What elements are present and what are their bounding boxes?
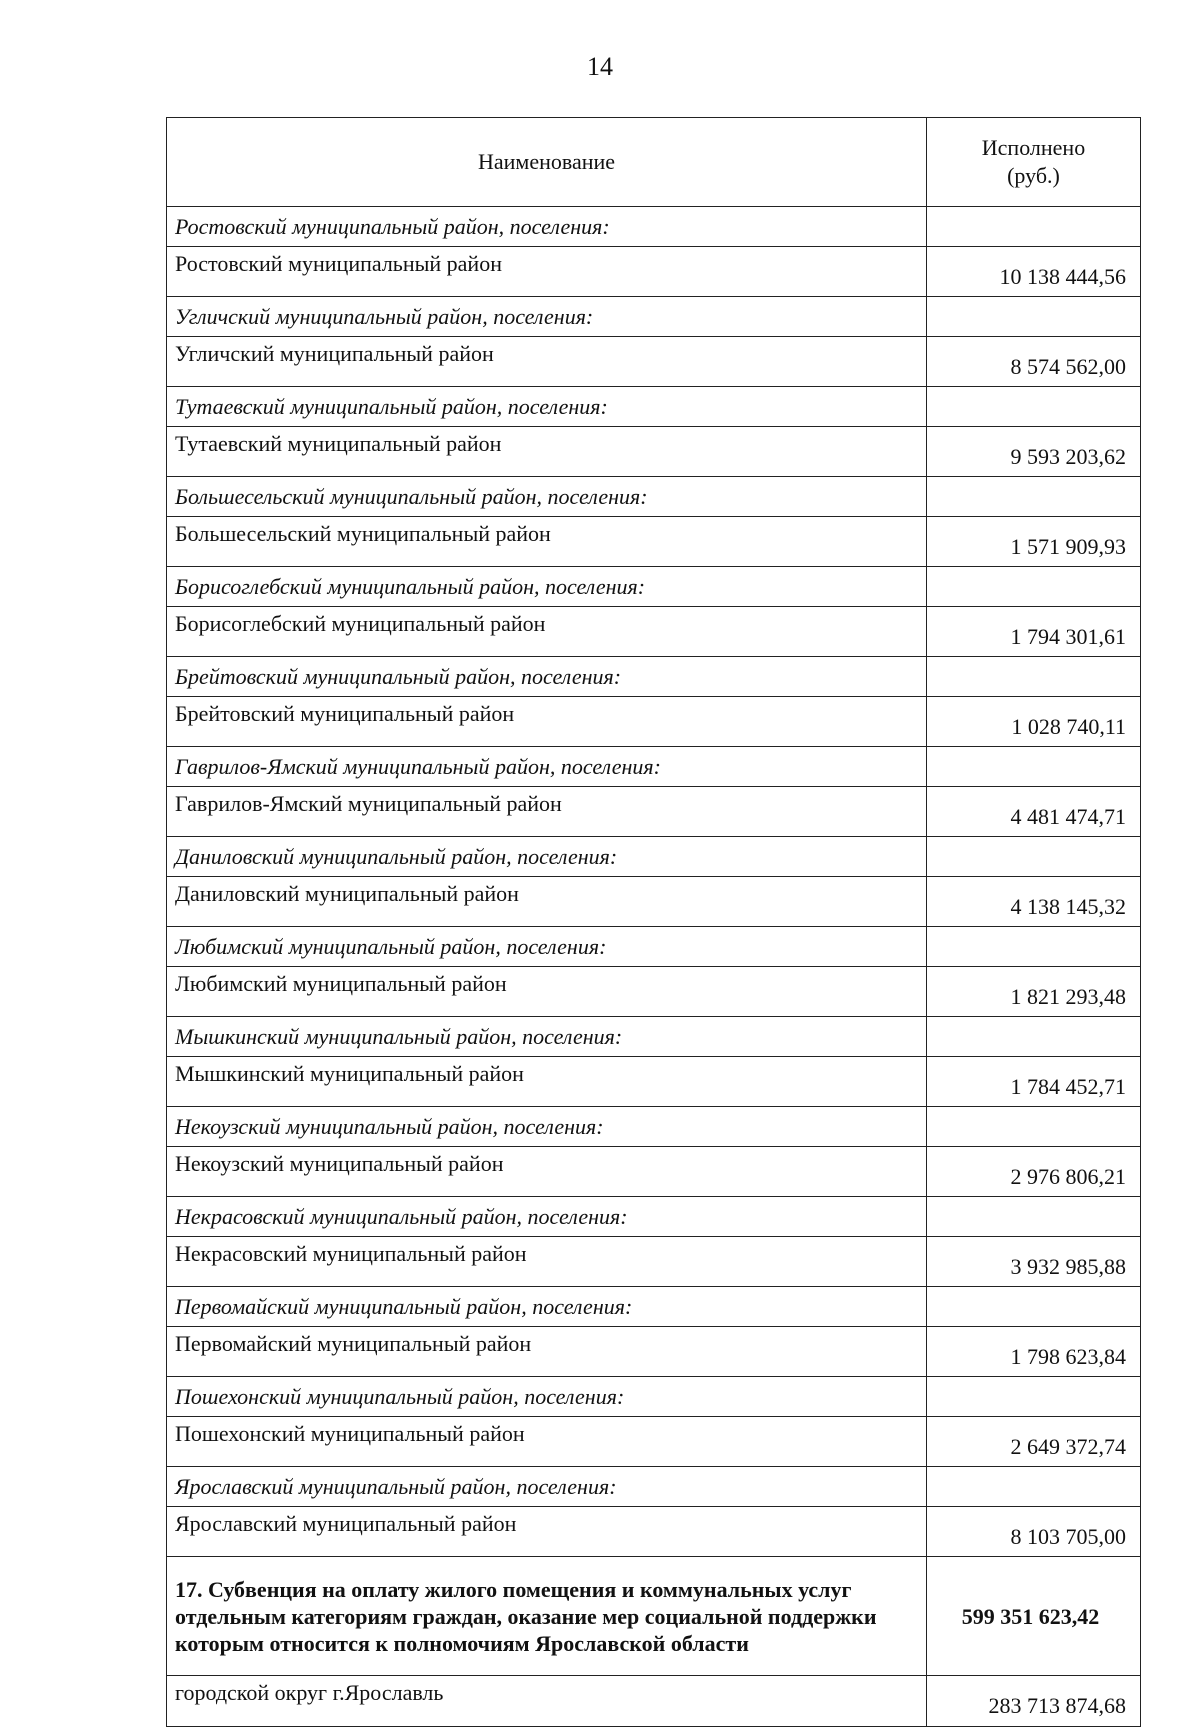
group-header-row (167, 567, 1141, 607)
district-name: Первомайский муниципальный район (167, 1327, 927, 1377)
district-amount: 10 138 444,56 (927, 247, 1141, 297)
table-row (167, 337, 1141, 387)
section-amount: 599 351 623,42 (927, 1557, 1141, 1676)
table-row (167, 607, 1141, 657)
table-row (167, 1417, 1141, 1467)
group-header-row (167, 1107, 1141, 1147)
district-name: Ростовский муниципальный район (167, 247, 927, 297)
group-header: Гаврилов-Ямский муниципальный район, поселения: (167, 747, 927, 787)
budget-table (166, 117, 1141, 1727)
group-header-amount-empty (927, 1467, 1141, 1507)
district-name: Некрасовский муниципальный район (167, 1237, 927, 1287)
group-header: Пошехонский муниципальный район, поселения: (167, 1377, 927, 1417)
group-header: Большесельский муниципальный район, поселения: (167, 477, 927, 517)
group-header-amount-empty (927, 1017, 1141, 1057)
table-row (167, 1147, 1141, 1197)
district-amount: 8 574 562,00 (927, 337, 1141, 387)
district-amount: 1 798 623,84 (927, 1327, 1141, 1377)
district-name: Ярославский муниципальный район (167, 1507, 927, 1557)
group-header-row (167, 1017, 1141, 1057)
district-name: Даниловский муниципальный район (167, 877, 927, 927)
district-name: Борисоглебский муниципальный район (167, 607, 927, 657)
group-header-row (167, 1467, 1141, 1507)
group-header-row (167, 657, 1141, 697)
group-header-amount-empty (927, 747, 1141, 787)
district-name: Угличский муниципальный район (167, 337, 927, 387)
group-header-amount-empty (927, 657, 1141, 697)
table-body (167, 207, 1141, 1727)
district-amount: 9 593 203,62 (927, 427, 1141, 477)
group-header-row (167, 927, 1141, 967)
district-name: Любимский муниципальный район (167, 967, 927, 1017)
group-header-amount-empty (927, 1107, 1141, 1147)
district-name: Некоузский муниципальный район (167, 1147, 927, 1197)
group-header: Брейтовский муниципальный район, поселения: (167, 657, 927, 697)
header-name: Наименование (167, 118, 927, 207)
district-amount: 8 103 705,00 (927, 1507, 1141, 1557)
district-amount: 4 138 145,32 (927, 877, 1141, 927)
group-header: Первомайский муниципальный район, поселения: (167, 1287, 927, 1327)
group-header: Любимский муниципальный район, поселения: (167, 927, 927, 967)
group-header-row (167, 387, 1141, 427)
group-header: Ярославский муниципальный район, поселения: (167, 1467, 927, 1507)
group-header-amount-empty (927, 297, 1141, 337)
group-header-amount-empty (927, 1197, 1141, 1237)
group-header-row (167, 1377, 1141, 1417)
district-name: Пошехонский муниципальный район (167, 1417, 927, 1467)
group-header-amount-empty (927, 567, 1141, 607)
district-amount: 1 784 452,71 (927, 1057, 1141, 1107)
group-header-row (167, 477, 1141, 517)
table-row (167, 877, 1141, 927)
group-header-amount-empty (927, 1287, 1141, 1327)
group-header: Угличский муниципальный район, поселения: (167, 297, 927, 337)
group-header-amount-empty (927, 837, 1141, 877)
table-row (167, 697, 1141, 747)
group-header-row (167, 747, 1141, 787)
group-header: Борисоглебский муниципальный район, поселения: (167, 567, 927, 607)
group-header: Ростовский муниципальный район, поселения: (167, 207, 927, 247)
header-executed (927, 118, 1141, 207)
table-row (167, 967, 1141, 1017)
group-header-amount-empty (927, 927, 1141, 967)
group-header-amount-empty (927, 207, 1141, 247)
group-header-row (167, 1197, 1141, 1237)
district-name: Мышкинский муниципальный район (167, 1057, 927, 1107)
group-header-row (167, 837, 1141, 877)
table-row (167, 427, 1141, 477)
district-name: Тутаевский муниципальный район (167, 427, 927, 477)
district-amount: 2 976 806,21 (927, 1147, 1141, 1197)
group-header: Даниловский муниципальный район, поселения: (167, 837, 927, 877)
group-header: Некоузский муниципальный район, поселения: (167, 1107, 927, 1147)
section-row (167, 1557, 1141, 1676)
group-header-amount-empty (927, 1377, 1141, 1417)
page-number: 14 (587, 52, 613, 81)
table-row (167, 1057, 1141, 1107)
group-header-row (167, 297, 1141, 337)
table-row (167, 787, 1141, 837)
city-amount: 283 713 874,68 (927, 1676, 1141, 1727)
district-amount: 2 649 372,74 (927, 1417, 1141, 1467)
district-name: Гаврилов-Ямский муниципальный район (167, 787, 927, 837)
section-title: 17. Субвенция на оплату жилого помещения и коммунальных услуг отдельным категориям граждан, оказание мер социальной поддержки которым относится к полномочиям Ярославской области (167, 1557, 927, 1676)
table-row (167, 1327, 1141, 1377)
district-amount: 1 028 740,11 (927, 697, 1141, 747)
table-row (167, 247, 1141, 297)
district-amount: 3 932 985,88 (927, 1237, 1141, 1287)
district-amount: 1 571 909,93 (927, 517, 1141, 567)
district-name: Брейтовский муниципальный район (167, 697, 927, 747)
group-header-row (167, 207, 1141, 247)
table-row (167, 1237, 1141, 1287)
group-header: Некрасовский муниципальный район, поселения: (167, 1197, 927, 1237)
table-row (167, 517, 1141, 567)
group-header: Мышкинский муниципальный район, поселения: (167, 1017, 927, 1057)
district-amount: 4 481 474,71 (927, 787, 1141, 837)
district-name: Большесельский муниципальный район (167, 517, 927, 567)
table-header-row (167, 118, 1141, 207)
district-amount: 1 794 301,61 (927, 607, 1141, 657)
city-row (167, 1676, 1141, 1727)
district-amount: 1 821 293,48 (927, 967, 1141, 1017)
table-row (167, 1507, 1141, 1557)
city-name: городской округ г.Ярославль (167, 1676, 927, 1727)
header-executed-line2: (руб.) (1007, 163, 1060, 188)
group-header-amount-empty (927, 477, 1141, 517)
group-header: Тутаевский муниципальный район, поселения: (167, 387, 927, 427)
group-header-amount-empty (927, 387, 1141, 427)
group-header-row (167, 1287, 1141, 1327)
header-executed-line1: Исполнено (981, 135, 1086, 160)
